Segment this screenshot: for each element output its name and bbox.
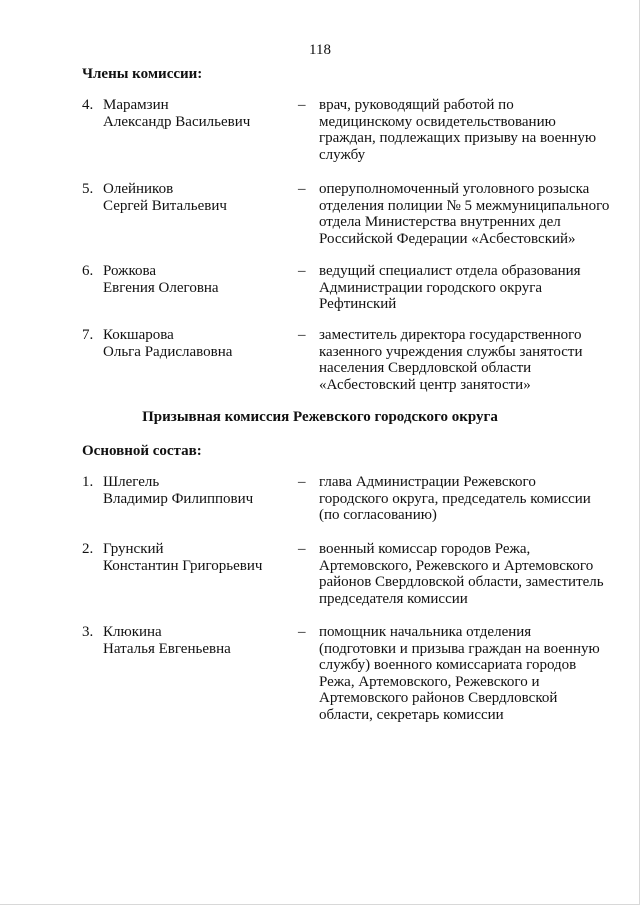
description-line: Рефтинский (319, 296, 397, 312)
dash-separator: – (298, 624, 306, 640)
position-description (319, 541, 604, 607)
dash-separator: – (298, 97, 306, 113)
given-names: Евгения Олеговна (103, 279, 219, 296)
dash-separator: – (298, 327, 306, 343)
person-name (103, 624, 231, 657)
given-names: Владимир Филиппович (103, 490, 254, 507)
person-name (103, 541, 262, 574)
description-line: Режа, Артемовского, Режевского и (319, 673, 540, 690)
dash-separator: – (298, 541, 306, 557)
commission-title: Призывная комиссия Режевского городского округа (142, 409, 498, 425)
position-description (319, 624, 600, 723)
description-line: городского округа, председатель комиссии (319, 490, 591, 507)
description-line: заместитель директора государственного (319, 327, 582, 343)
members-heading: Члены комиссии: (82, 66, 203, 82)
description-line: «Асбестовский центр занятости» (319, 376, 531, 393)
given-names: Ольга Радиславовна (103, 343, 233, 360)
surname: Шлегель (103, 474, 160, 490)
description-line: граждан, подлежащих призыву на военную (319, 130, 597, 146)
given-names: Александр Васильевич (103, 113, 251, 130)
given-names: Константин Григорьевич (103, 557, 263, 574)
position-description (319, 97, 596, 163)
main-composition-heading: Основной состав: (82, 443, 202, 459)
description-line: отдела Министерства внутренних дел (319, 214, 561, 230)
entry-number: 6. (82, 263, 94, 279)
description-line: (подготовки и призыва граждан на военную (319, 640, 600, 657)
description-line: Артемовского районов Свердловской (319, 690, 558, 706)
description-line: медицинскому освидетельствованию (319, 113, 556, 130)
person-name (103, 181, 227, 214)
person-name (103, 97, 250, 130)
description-line: военный комиссар городов Режа, (319, 541, 531, 557)
position-description (319, 327, 583, 393)
description-line: районов Свердловской области, заместитель (319, 574, 604, 590)
surname: Кокшарова (103, 327, 174, 343)
description-line: оперуполномоченный уголовного розыска (319, 181, 590, 197)
entry-number: 5. (82, 181, 94, 197)
description-line: помощник начальника отделения (319, 624, 532, 640)
dash-separator: – (298, 181, 306, 197)
surname: Марамзин (103, 97, 169, 113)
person-name (103, 263, 219, 296)
surname: Олейников (103, 181, 174, 197)
description-line: населения Свердловской области (319, 360, 532, 376)
description-line: председателя комиссии (319, 590, 468, 607)
description-line: Российской Федерации «Асбестовский» (319, 230, 576, 247)
entry-number: 7. (82, 327, 94, 343)
description-line: глава Администрации Режевского (319, 474, 536, 490)
person-name (103, 327, 232, 360)
description-line: врач, руководящий работой по (319, 97, 514, 113)
given-names: Сергей Витальевич (103, 197, 227, 214)
position-description (319, 474, 591, 524)
description-line: ведущий специалист отдела образования (319, 263, 581, 279)
surname: Грунский (103, 541, 164, 557)
position-description (319, 181, 609, 247)
dash-separator: – (298, 263, 306, 279)
description-line: области, секретарь комиссии (319, 706, 504, 723)
entry-number: 2. (82, 541, 94, 557)
position-description (319, 263, 581, 313)
description-line: казенного учреждения службы занятости (319, 343, 583, 360)
description-line: (по согласованию) (319, 507, 437, 523)
given-names: Наталья Евгеньевна (103, 640, 231, 657)
entry-number: 1. (82, 474, 94, 490)
description-line: Администрации городского округа (319, 279, 543, 296)
description-line: отделения полиции № 5 межмуниципального (319, 197, 610, 214)
description-line: службу) военного комиссариата городов (319, 657, 577, 673)
dash-separator: – (298, 474, 306, 490)
description-line: Артемовского, Режевского и Артемовского (319, 557, 594, 574)
description-line: службу (319, 146, 366, 163)
entry-number: 4. (82, 97, 94, 113)
surname: Клюкина (103, 624, 162, 640)
page-number: 118 (309, 42, 331, 58)
person-name (103, 474, 253, 507)
surname: Рожкова (103, 263, 157, 279)
entry-number: 3. (82, 624, 94, 640)
